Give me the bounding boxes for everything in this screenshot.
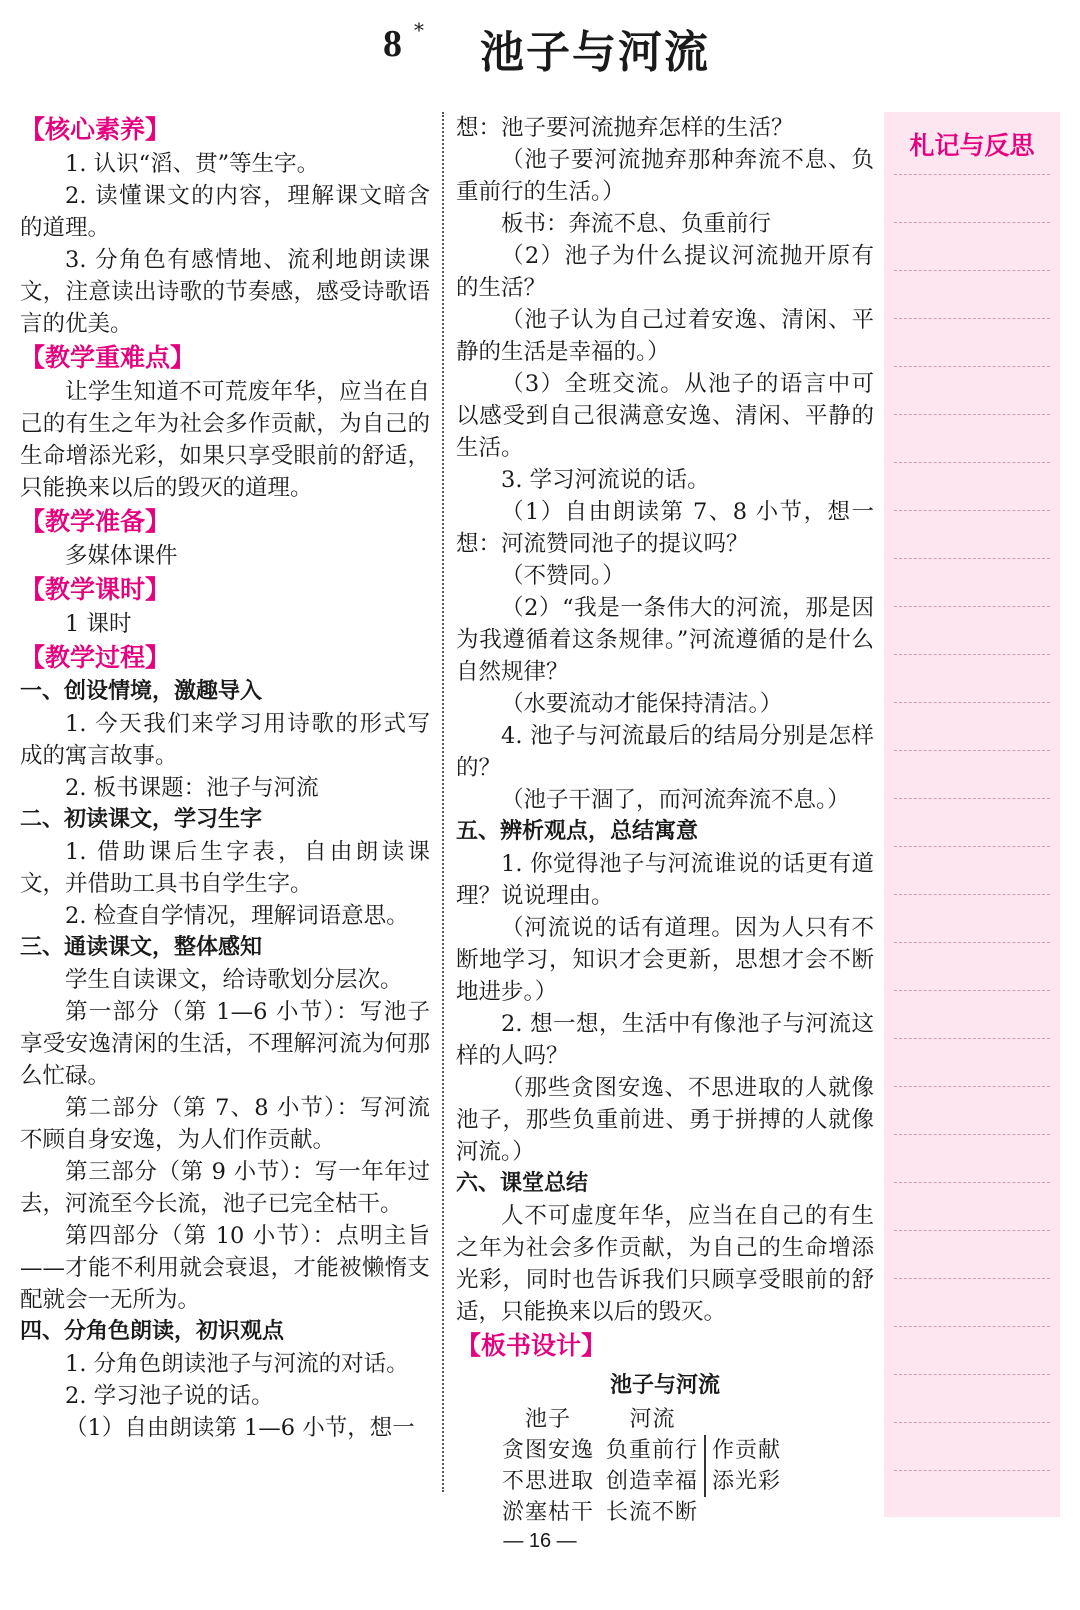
paragraph: （池子要河流抛弃那种奔流不息、负重前行的生活。）: [456, 147, 874, 205]
note-line: [894, 318, 1050, 366]
board-cell: 不思进取: [502, 1469, 595, 1494]
note-line: [894, 462, 1050, 510]
board-cell: 负重前行: [606, 1438, 699, 1463]
paragraph: （池子干涸了，而河流奔流不息。）: [501, 787, 850, 813]
paragraph: 1. 认识“滔、贯”等生字。: [65, 151, 320, 177]
left-column: [20, 112, 430, 1444]
paragraph: （河流说的话有道理。因为人只有不断地学习，知识才会更新，思想才会不断地进步。）: [456, 915, 874, 1005]
note-line: [894, 798, 1050, 846]
note-line: [894, 1134, 1050, 1182]
note-line: [894, 366, 1050, 414]
note-line: [894, 1326, 1050, 1374]
note-line: [894, 1374, 1050, 1422]
paragraph: 让学生知道不可荒废年华，应当在自己的有生之年为社会多作贡献，为自己的生命增添光彩，如果只享受眼前的舒适，只能换来以后的毁灭的道理。: [20, 379, 430, 501]
paragraph: （1）自由朗读第 1—6 小节，想一: [65, 1415, 415, 1441]
heading-process: 【教学过程】: [20, 643, 171, 672]
paragraph: 4. 池子与河流最后的结局分别是怎样的？: [456, 723, 874, 781]
board-cell: 池子: [525, 1407, 572, 1432]
paragraph: 2. 检查自学情况，理解词语意思。: [65, 903, 409, 929]
board-design: [456, 1370, 874, 1528]
note-line: [894, 270, 1050, 318]
heading-class-hours: 【教学课时】: [20, 575, 171, 604]
board-cell: 河流: [629, 1407, 676, 1432]
paragraph: 3. 学习河流说的话。: [501, 467, 710, 493]
paragraph: 第一部分（第 1—6 小节）：写池子享受安逸清闲的生活，不理解河流为何那么忙碌。: [20, 999, 430, 1089]
note-line: [894, 174, 1050, 222]
board-table: [496, 1404, 787, 1528]
paragraph: （3）全班交流。从池子的语言中可以感受到自己很满意安逸、清闲、平静的生活。: [456, 371, 874, 461]
paragraph: 2. 学习池子说的话。: [65, 1383, 274, 1409]
paragraph: （那些贪图安逸、不思进取的人就像池子，那些负重前进、勇于拼搏的人就像河流。）: [456, 1075, 874, 1165]
paragraph: （2）“我是一条伟大的河流，那是因为我遵循着这条规律。”河流遵循的是什么自然规律？: [456, 595, 874, 685]
paragraph: （1）自由朗读第 7、8 小节，想一想：河流赞同池子的提议吗？: [456, 499, 874, 557]
paragraph: （池子认为自己过着安逸、清闲、平静的生活是幸福的。）: [456, 307, 874, 365]
note-line: [894, 750, 1050, 798]
paragraph: 1. 你觉得池子与河流谁说的话更有道理？说说理由。: [456, 851, 874, 909]
paragraph: 2. 板书课题：池子与河流: [65, 775, 319, 801]
paragraph: 1 课时: [65, 611, 132, 637]
board-cell: 贪图安逸: [502, 1438, 595, 1463]
paragraph: 1. 借助课后生字表，自由朗读课文，并借助工具书自学生字。: [20, 839, 430, 897]
note-line: [894, 1086, 1050, 1134]
heading-core: 【核心素养】: [20, 115, 171, 144]
heading-board-design: 【板书设计】: [456, 1331, 607, 1360]
paragraph: 人不可虚度年华，应当在自己的有生之年为社会多作贡献，为自己的生命增添光彩，同时也告诉我们只顾享受眼前的舒适，只能换来以后的毁灭。: [456, 1203, 874, 1325]
paragraph: 第三部分（第 9 小节）：写一年年过去，河流至今长流，池子已完全枯干。: [20, 1159, 430, 1217]
paragraph: 想：池子要河流抛弃怎样的生活？: [456, 115, 794, 141]
paragraph: 多媒体课件: [65, 543, 178, 569]
note-line: [894, 942, 1050, 990]
note-line: [894, 654, 1050, 702]
paragraph: 板书：奔流不息、负重前行: [501, 211, 772, 237]
note-line: [894, 414, 1050, 462]
section-heading: 二、初读课文，学习生字: [20, 807, 263, 832]
note-line: [894, 990, 1050, 1038]
page-number: — 16 —: [503, 1530, 577, 1552]
note-line: [894, 510, 1050, 558]
paragraph: 3. 分角色有感情地、流利地朗读课文，注意读出诗歌的节奏感，感受诗歌语言的优美。: [20, 247, 430, 337]
paragraph: 1. 分角色朗读池子与河流的对话。: [65, 1351, 409, 1377]
section-heading: 五、辨析观点，总结寓意: [456, 819, 699, 844]
lesson-number: 8: [383, 23, 402, 65]
paragraph: （水要流动才能保持清洁。）: [501, 691, 783, 717]
board-title: 池子与河流: [609, 1373, 720, 1398]
lesson-star: *: [414, 18, 424, 42]
middle-column: [456, 112, 874, 1528]
notes-title: 札记与反思: [909, 131, 1035, 160]
note-line: [894, 1182, 1050, 1230]
paragraph: 2. 想一想，生活中有像池子与河流这样的人吗？: [456, 1011, 874, 1069]
section-heading: 三、通读课文，整体感知: [20, 935, 263, 960]
board-cell: 作贡献: [705, 1435, 787, 1466]
note-line: [894, 1470, 1050, 1518]
note-line: [894, 1422, 1050, 1470]
section-heading: 四、分角色朗读，初识观点: [20, 1319, 285, 1344]
column-divider: [442, 112, 444, 1492]
paragraph: 第二部分（第 7、8 小节）：写河流不顾自身安逸，为人们作贡献。: [20, 1095, 430, 1153]
section-heading: 六、课堂总结: [456, 1171, 589, 1196]
lesson-title-text: 池子与河流: [480, 27, 710, 78]
note-line: [894, 702, 1050, 750]
paragraph: 2. 读懂课文的内容，理解课文暗含的道理。: [20, 183, 430, 241]
note-line: [894, 894, 1050, 942]
board-cell: 淤塞枯干: [502, 1500, 595, 1525]
board-cell: 添光彩: [705, 1466, 787, 1497]
paragraph: 第四部分（第 10 小节）：点明主旨——才能不利用就会衰退，才能被懒惰支配就会一无所为。: [20, 1223, 430, 1313]
note-line: [894, 222, 1050, 270]
note-line: [894, 846, 1050, 894]
note-line: [894, 1230, 1050, 1278]
paragraph: 1. 今天我们来学习用诗歌的形式写成的寓言故事。: [20, 711, 430, 769]
heading-key-points: 【教学重难点】: [20, 343, 196, 372]
note-line: [894, 1278, 1050, 1326]
note-line: [894, 606, 1050, 654]
paragraph: （2）池子为什么提议河流抛开原有的生活？: [456, 243, 874, 301]
paragraph: 学生自读课文，给诗歌划分层次。: [65, 967, 403, 993]
heading-preparation: 【教学准备】: [20, 507, 171, 536]
board-cell: 创造幸福: [606, 1469, 699, 1494]
paragraph: （不赞同。）: [501, 563, 625, 589]
notes-panel: [884, 112, 1060, 1517]
section-heading: 一、创设情境，激趣导入: [20, 679, 263, 704]
note-line: [894, 558, 1050, 606]
note-line: [894, 1038, 1050, 1086]
board-cell: 长流不断: [606, 1500, 699, 1525]
